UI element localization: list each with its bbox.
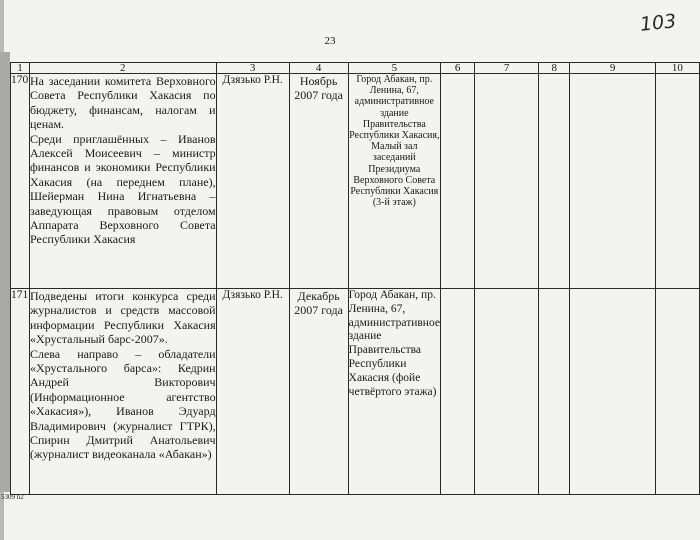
empty-cell [538, 74, 570, 289]
page-number: 23 [324, 35, 336, 47]
col-header: 9 [570, 63, 655, 74]
photo-register-table [10, 62, 700, 495]
col-header: 1 [11, 63, 30, 74]
empty-cell [655, 289, 699, 495]
row-description [29, 289, 216, 495]
col-header: 3 [216, 63, 289, 74]
row-author: Дзязько Р.Н. [216, 74, 289, 289]
table-row [11, 289, 700, 495]
col-header: 8 [538, 63, 570, 74]
col-header: 2 [29, 63, 216, 74]
empty-cell [440, 74, 474, 289]
col-header: 4 [289, 63, 348, 74]
col-header: 7 [475, 63, 539, 74]
document-code: 5309 h2 [1, 493, 24, 501]
column-number-header [11, 63, 700, 74]
row-date: Ноябрь 2007 года [289, 74, 348, 289]
row-description [29, 74, 216, 289]
description-paragraph: Подведены итоги конкурса среди журналистов и средств массовой информации Республики Хакасия «Хрустальный барс-2007». [29, 289, 216, 347]
description-paragraph: Слева направо – обладатели «Хрустального барса»: Кедрин Андрей Викторович (Информационное агентство «Хакасия»), Иванов Эдуард Владимирович (журналист ГТРК), Спирин Дмитрий Анатольевич (журналист видеоканала «Абакан») [29, 346, 216, 462]
empty-cell [475, 289, 539, 495]
empty-cell [475, 74, 539, 289]
col-header: 6 [440, 63, 474, 74]
empty-cell [570, 289, 655, 495]
description-paragraph: Среди приглашённых – Иванов Алексей Моисеевич – министр финансов и экономики Республики Хакасия (на переднем плане), Шейерман Нина Игнатьевна – заведующая правовым отделом Аппарата Верховного Совета Республики Хакасия [29, 131, 216, 247]
empty-cell [440, 289, 474, 495]
table-row [11, 74, 700, 289]
row-date: Декабрь 2007 года [289, 289, 348, 495]
row-author: Дзязько Р.Н. [216, 289, 289, 495]
row-number: 171 [11, 289, 30, 495]
scan-margin-strip [0, 52, 10, 492]
row-number: 170 [11, 74, 30, 289]
col-header: 10 [655, 63, 699, 74]
row-place: Город Абакан, пр. Ленина, 67, административное здание Правительства Республики Хакасия (фойе четвёртого этажа) [348, 289, 440, 495]
empty-cell [538, 289, 570, 495]
empty-cell [570, 74, 655, 289]
handwritten-archive-number: 103 [638, 10, 678, 36]
col-header: 5 [348, 63, 440, 74]
row-place: Город Абакан, пр. Ленина, 67, административное здание Правительства Республики Хакасия, Малый зал заседаний Президиума Верховного Совета Республики Хакасия (3-й этаж) [348, 74, 440, 289]
empty-cell [655, 74, 699, 289]
description-paragraph: На заседании комитета Верховного Совета Республики Хакасия по бюджету, финансам, налогам и ценам. [29, 74, 216, 132]
